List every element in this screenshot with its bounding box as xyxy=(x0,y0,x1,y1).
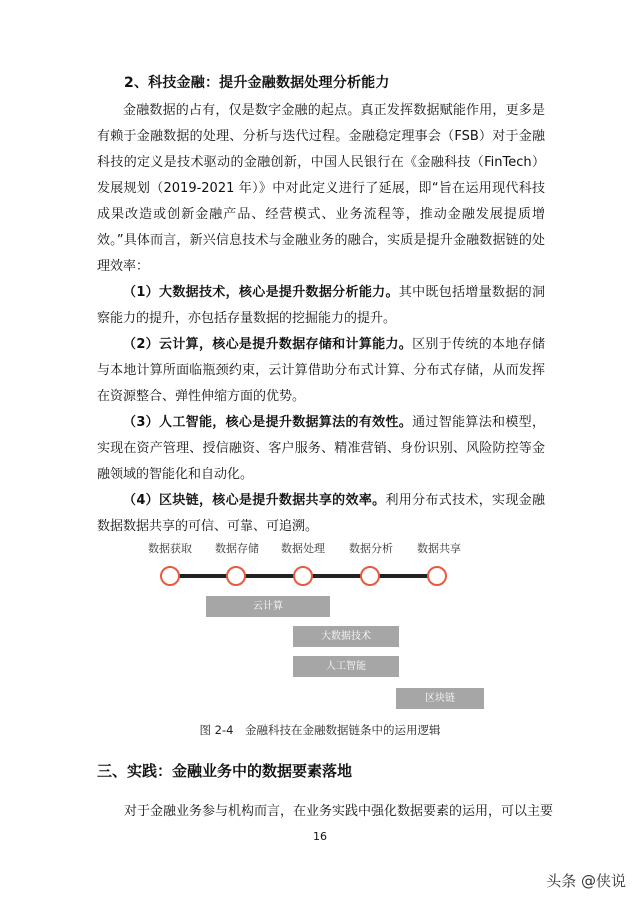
page-number: 16 xyxy=(313,830,327,843)
item-lead: （3）人工智能，核心是提升数据算法的有效性。 xyxy=(123,415,413,430)
stage-label-acquire: 数据获取 xyxy=(148,542,192,555)
item-text: 区别于传统的本地存储与本地计算所面临瓶颈约束，云计算借助分布式计算、分布式存储，从而发挥在资源整合、弹性伸缩方面的优势。 xyxy=(97,337,545,404)
stage-label-process: 数据处理 xyxy=(281,542,325,555)
item-lead: （1）大数据技术，核心是提升数据分析能力。 xyxy=(123,285,399,300)
watermark: 头条 @侠说 xyxy=(546,872,626,890)
stage-label-store: 数据存储 xyxy=(215,542,259,555)
stage-label-analyze: 数据分析 xyxy=(349,542,393,555)
item-text: 其中既包括增量数据的洞察能力的提升，亦包括存量数据的挖掘能力的提升。 xyxy=(97,285,545,326)
item-paragraph-1 xyxy=(97,280,545,332)
section-heading: 2、科技金融：提升金融数据处理分析能力 xyxy=(124,75,390,91)
chain-node xyxy=(293,566,313,586)
stage-label-share: 数据共享 xyxy=(417,542,461,555)
chain-node xyxy=(427,566,447,586)
chain-node xyxy=(160,566,180,586)
intro-paragraph: 金融数据的占有，仅是数字金融的起点。真正发挥数据赋能作用，更多是有赖于金融数据的处理、分析与迭代过程。金融稳定理事会（FSB）对于金融科技的定义是技术驱动的金融创新，中国人民银行在《金融科技（FinTech）发展规划（2019-2021 年）》中对此定义进行了延展，即“旨在运用现代科技成果改造或创新金融产品、经营模式、业务流程等，推动金融发展提质增效。”具体而言，新兴信息技术与金融业务的融合，实质是提升金融数据链的处理效率： xyxy=(97,103,545,274)
bar-big-data: 大数据技术 xyxy=(293,626,399,647)
figure-caption: 图 2-4 金融科技在金融数据链条中的运用逻辑 xyxy=(199,723,441,737)
bar-ai: 人工智能 xyxy=(293,656,399,677)
item-text: 利用分布式技术，实现金融数据数据共享的可信、可靠、可追溯。 xyxy=(97,493,545,534)
bar-cloud-computing: 云计算 xyxy=(206,596,330,617)
body-text-continued: 对于金融业务参与机构而言，在业务实践中强化数据要素的运用，可以主要 xyxy=(124,804,554,819)
bar-blockchain: 区块链 xyxy=(396,688,484,709)
body-text xyxy=(97,98,545,540)
chain-node xyxy=(226,566,246,586)
item-lead: （2）云计算，核心是提升数据存储和计算能力。 xyxy=(123,337,413,352)
chapter-heading: 三、实践：金融业务中的数据要素落地 xyxy=(97,762,353,780)
chain-node xyxy=(360,566,380,586)
item-paragraph-2 xyxy=(97,332,545,410)
item-text: 通过智能算法和模型，实现在资产管理、授信融资、客户服务、精准营销、身份识别、风险防控等金融领域的智能化和自动化。 xyxy=(97,415,545,482)
item-lead: （4）区块链，核心是提升数据共享的效率。 xyxy=(123,493,386,508)
item-paragraph-3 xyxy=(97,410,545,488)
data-chain-diagram xyxy=(0,532,640,722)
